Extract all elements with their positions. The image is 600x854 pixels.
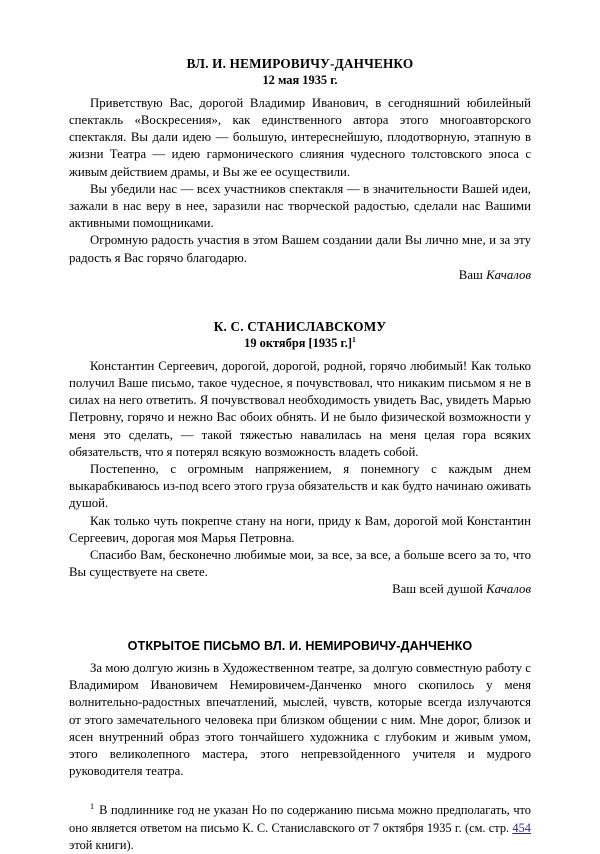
letter-heading-nemirovich: ВЛ. И. НЕМИРОВИЧУ-ДАНЧЕНКО: [186, 56, 414, 71]
footnote-spacer: [69, 780, 531, 802]
paragraph: За мою долгую жизнь в Художественном театре, за долгую совместную работу с Владимиром Ивановичем Немировичем-Данченко много скопилось у меня волнительно-радостных впечатлений, мыслей, чувств, которые всегда излучаются от этого замечательного человека при близком общении с ним. Мне дорог, близок и ясен внутренний образ этого тончайшего художника с глубоким и живым умом, этого великолепного мастера, этого непревзойденного учителя и мудрого руководителя театра.: [69, 661, 531, 779]
paragraph: Постепенно, с огромным напряжением, я понемногу с каждым днем выкарабкиваюсь из-под всего этого груза обязательств и как будто начинаю оживать душой.: [69, 462, 531, 511]
paragraph: Как только чуть покрепче стану на ноги, приду к Вам, дорогой мой Константин Сергеевич, дорогая моя Марья Петровна.: [69, 513, 531, 545]
section-spacer: [69, 284, 531, 318]
footnote-text-after-link: этой книги).: [69, 837, 134, 852]
footnote-marker: 1: [90, 802, 95, 812]
letter-date-nemirovich: 12 мая 1935 г.: [262, 73, 338, 88]
document-content: [69, 0, 531, 854]
footnote: [69, 802, 531, 853]
footnote-reference-marker: 1: [351, 335, 356, 345]
letter-heading-stanislavsky: К. С. СТАНИСЛАВСКОМУ: [213, 319, 387, 335]
signature-line: [69, 267, 531, 284]
paragraph: Приветствую Вас, дорогой Владимир Иванович, в сегодняшний юбилейный спектакль «Воскресения», как единственного автора этого многоавторского спектакля. Вы дали идею — большую, интереснейшую, плодотворную, этапную в жизни Театра — идею гармонического слияния чудесного толстовского эпоса с живым действием драмы, и Вы же ее осуществили.: [69, 95, 531, 179]
paragraph: Спасибо Вам, бесконечно любимые мои, за все, за все, а больше всего за то, что Вы существуете на свете.: [69, 548, 531, 580]
signature-prefix: Ваш всей душой: [392, 582, 487, 597]
letter-section-nemirovich: [69, 55, 531, 284]
letter-section-stanislavsky: [69, 318, 531, 599]
letter-date-text: 19 октября [1935 г.]: [244, 336, 352, 351]
signature-prefix: Ваш: [458, 267, 487, 282]
open-letter-heading: ОТКРЫТОЕ ПИСЬМО ВЛ. И. НЕМИРОВИЧУ-ДАНЧЕНКО: [127, 638, 473, 653]
letter-date-stanislavsky: [69, 335, 531, 351]
paragraph: Константин Сергеевич, дорогой, дорогой, родной, горячо любимый! Как только получил Ваше письмо, такое чудесное, я почувствовал, что никаким письмом я не в силах на него ответить. Я почувствовал необходимость увидеть Вас, увидеть Марью Петровну, горячо и нежно Вас обоих обнять. И не было физической возможности у меня это сделать, — такой тяжестью навалилась на меня целая гора всяких обязательств, что я потерял всякую возможность владеть собой.: [69, 358, 531, 459]
signature-name: Качалов: [486, 582, 531, 597]
section-spacer: [69, 599, 531, 638]
open-letter-section: [69, 638, 531, 781]
top-spacer: [69, 0, 531, 55]
page-reference-link[interactable]: 454: [512, 820, 531, 835]
footnote-text-before-link: В подлиннике год не указан Но по содержанию письма можно предполагать, что оно является ответом на письмо К. С. Станиславского от 7 октября 1935 г. (см. стр.: [69, 803, 531, 835]
signature-line: [69, 581, 531, 598]
signature-name: Качалов: [486, 267, 531, 282]
paragraph: Вы убедили нас — всех участников спектакля — в значительности Вашей идеи, зажали в нас веру в нее, заразили нас творческой радостью, сделали нас Вашими активными помощниками.: [69, 181, 531, 231]
paragraph: Огромную радость участия в этом Вашем создании дали Вы лично мне, и за эту радость я Вас горячо благодарю.: [69, 233, 531, 265]
